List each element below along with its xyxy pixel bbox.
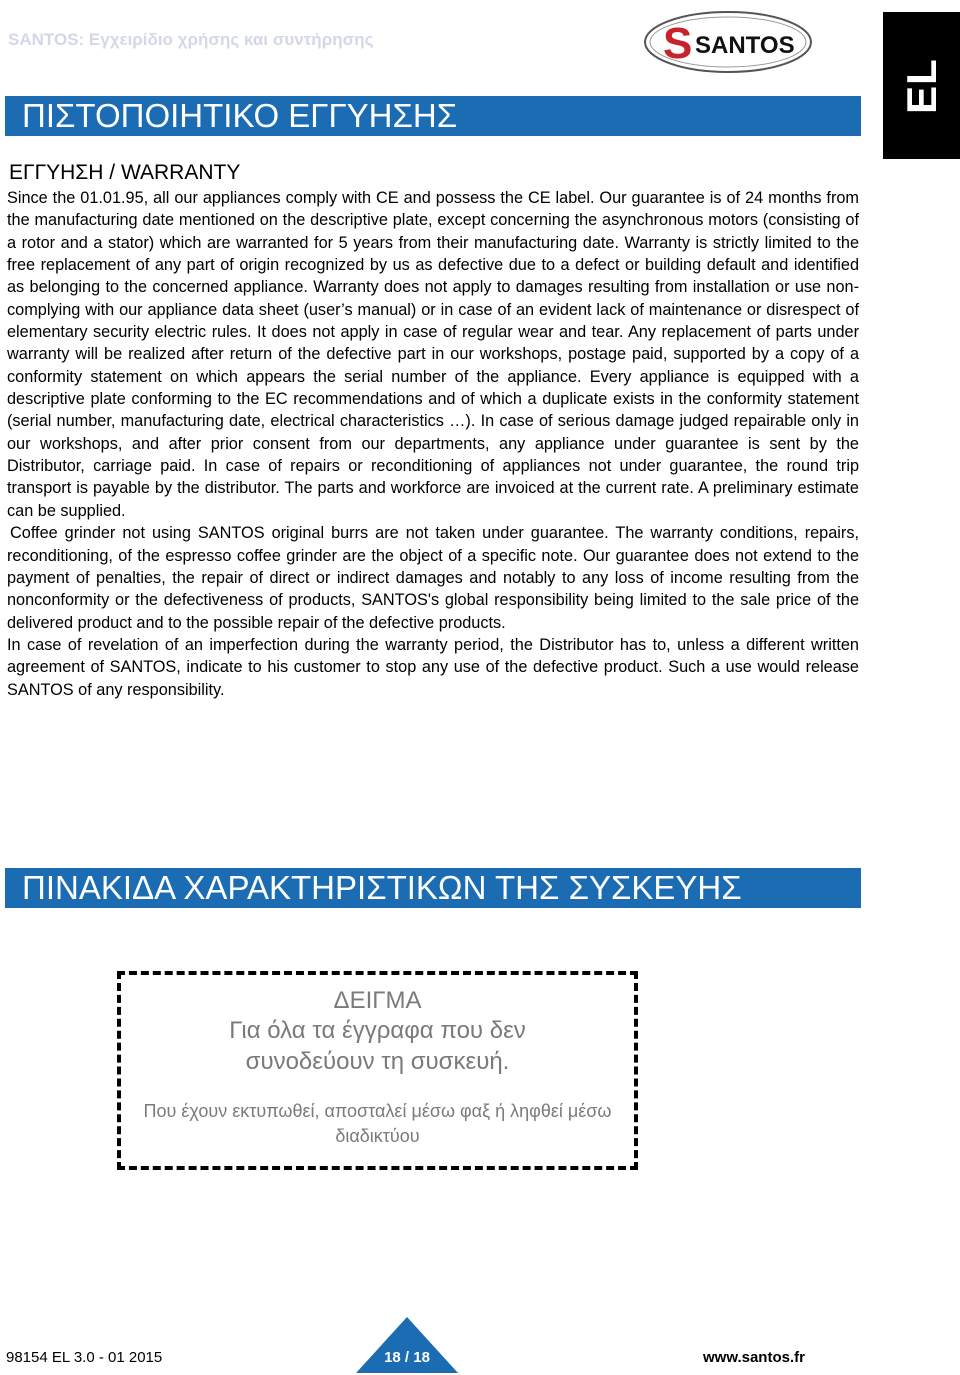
sample-note: Που έχουν εκτυπωθεί, αποσταλεί μέσω φαξ ή ληφθεί μέσω διαδικτύου [143,1101,612,1146]
language-tab [883,12,960,159]
logo-s-letter: S [663,19,693,68]
warranty-paragraph-1: Since the 01.01.95, all our appliances comply with CE and possess the CE label. Our guarantee is of 24 months from the manufacturing date mentioned on the descriptive plate, except concerning the asynchronous motors (consisting of a rotor and a stator) which are warranted for 5 years from their manufacturing date. Warranty is strictly limited to the free replacement of any part of origin recognized by us as defective due to a defect or building default and identified as belonging to the concerned appliance. Warranty does not apply to damages resulting from installation or use non-complying with our appliance data sheet (user’s manual) or in case of an evident lack of maintenance or disrespect of elementary security electric rules. It does not apply in case of regular wear and tear. Any replacement of parts under warranty will be realized after return of the defective part in our workshops, postage paid, supported by a copy of a conformity statement on which appears the serial number of the appliance. Every appliance is equipped with a descriptive plate conforming to the EC recommendations and of which a duplicate exists in the conformity statement (serial number, manufacturing date, electrical characteristics …). In case of serious damage judged repairable only in our workshops, and after prior consent from our departments, any appliance under guarantee is sent by the Distributor, carriage paid. In case of repairs or reconditioning of appliances not under guarantee, the round trip transport is payable by the distributor. The parts and workforce are invoiced at the current rate. A preliminary estimate can be supplied. [7,189,859,520]
logo-wordmark: SANTOS [695,32,795,59]
page-number: 18 / 18 [384,1349,430,1366]
warranty-certificate-banner: ΠΙΣΤΟΠΟΙΗΤΙΚΟ ΕΓΓΥΗΣΗΣ [5,96,861,136]
warranty-text [7,187,859,701]
document-reference: 98154 EL 3.0 - 01 2015 [6,1349,163,1366]
warranty-subtitle: ΕΓΓΥΗΣΗ / WARRANTY [9,161,241,184]
sample-line-2: συνοδεύουν τη συσκευή. [245,1048,510,1075]
document-header-title: SANTOS: Εγχειρίδιο χρήσης και συντήρησης [8,30,374,49]
sample-title: ΔΕΙΓΜΑ [333,987,422,1014]
warranty-paragraph-3: In case of revelation of an imperfection during the warranty period, the Distributor has to, unless a different written agreement of SANTOS, indicate to his customer to stop any use of the defective product. Such a use would release SANTOS of any responsibility. [7,635,859,699]
website-url[interactable]: www.santos.fr [703,1349,805,1366]
santos-logo [643,10,813,74]
sample-placeholder-box [117,971,638,1170]
appliance-plate-banner: ΠΙΝΑΚΙΔΑ ΧΑΡΑΚΤΗΡΙΣΤΙΚΩΝ ΤΗΣ ΣΥΣΚΕΥΗΣ [5,868,861,908]
warranty-paragraph-2: Coffee grinder not using SANTOS original burrs are not taken under guarantee. The warranty conditions, repairs, reconditioning, of the espresso coffee grinder are the object of a specific note. Our guarantee does not extend to the payment of penalties, the repair of direct or indirect damages and notably to any loss of income resulting from the nonconformity or the defectiveness of products, SANTOS's global responsibility being limited to the sale price of the delivered product and to the possible repair of the defective products. [7,524,859,632]
sample-line-1: Για όλα τα έγγραφα που δεν [229,1017,526,1044]
language-tab-label: EL [897,57,945,114]
